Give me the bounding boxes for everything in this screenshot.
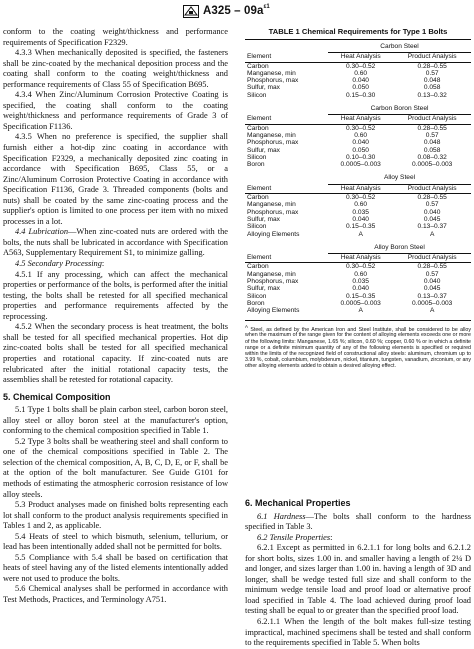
table-row xyxy=(245,77,471,84)
table-row xyxy=(245,231,471,241)
table-row xyxy=(245,201,471,208)
table-cell-element: Silicon xyxy=(247,91,267,99)
table-row xyxy=(245,70,471,77)
table-cell-element: Silicon xyxy=(247,292,267,300)
table-cell-product: A xyxy=(429,307,435,315)
paragraph-4-5-2: 4.5.2 When the secondary process is heat treatment, the bolts shall be tested for all specified mechanical properties. Hot dip zinc-coated bolts shall be tested for all specified mechanical properties and rotational capacity. If zinc-coated nuts are relubricated after the initial rotational capacity tests, the assemblies shall be retested for rotational capacity. xyxy=(3,322,228,385)
table-cell-heat: 0.30–0.52 xyxy=(346,124,376,132)
table-cell-heat: 0.040 xyxy=(352,215,369,223)
table-header-heat-analysis: Heat Analysis xyxy=(328,184,393,193)
table-cell-product: 0.57 xyxy=(425,201,439,209)
table-header-element: Element xyxy=(245,254,328,263)
table-cell-element: Phosphorus, max xyxy=(247,139,299,147)
table-row xyxy=(245,139,471,146)
table-cell-product: 0.13–0.37 xyxy=(417,223,447,231)
table-group-header xyxy=(245,171,471,184)
table-row xyxy=(245,124,471,132)
table-cell-product: 0.048 xyxy=(423,139,441,147)
table-row xyxy=(245,194,471,202)
table-row xyxy=(245,285,471,292)
table-row xyxy=(245,278,471,285)
paragraph-4-3-2-cont: conform to the coating weight/thickness and performance requirements of Specification F2329. xyxy=(3,27,228,47)
table-cell-product: 0.058 xyxy=(423,84,441,92)
table-row xyxy=(245,92,471,102)
table-cell-product: 0.040 xyxy=(423,208,441,216)
table-cell-heat: 0.035 xyxy=(352,208,369,216)
table-cell-heat: 0.040 xyxy=(352,77,369,85)
table-column-header xyxy=(245,254,471,263)
table-cell-heat: 0.050 xyxy=(352,146,369,154)
table-cell-product: 0.57 xyxy=(425,131,439,139)
table-cell-heat: 0.040 xyxy=(352,285,369,293)
table-row xyxy=(245,263,471,271)
table-row xyxy=(245,293,471,300)
paragraph-4-5: 4.5 Secondary Processing: xyxy=(15,259,105,269)
table-cell-element: Alloying Elements xyxy=(247,230,300,238)
table-cell-element: Carbon xyxy=(247,263,269,271)
table-header-product-analysis: Product Analysis xyxy=(393,115,471,124)
paragraph-4-4: 4.4 Lubrication—When zinc-coated nuts are ordered with the bolts, the nuts shall be lubricated in accordance with Specification A563, Supplementary Requirement S1, to minimize galling. xyxy=(3,227,228,258)
table-header-element: Element xyxy=(245,184,328,193)
table-cell-element: Carbon xyxy=(247,194,269,202)
table-cell xyxy=(245,241,328,254)
table-header-heat-analysis: Heat Analysis xyxy=(328,53,393,62)
table-row xyxy=(245,161,471,171)
table-cell-product: 0.57 xyxy=(425,270,439,278)
paragraph-5-2: 5.2 Type 3 bolts shall be weathering steel and shall conform to one of the chemical compositions specified in Table 2. The selection of the chemical composition, A, B, C, D, E, or F, shall be at the option of the bolt manufacturer. See Guide G101 for methods of estimating the atmospheric corrosion resistance of low alloy steels. xyxy=(3,436,228,499)
table-cell-product: 0.28–0.55 xyxy=(417,62,447,70)
table-row xyxy=(245,209,471,216)
table-row xyxy=(245,223,471,230)
table-cell-heat: 0.30–0.52 xyxy=(346,263,376,271)
paragraph-5-3: 5.3 Product analyses made on finished bolts representing each lot shall conform to the product analysis requirements specified in Tables 1 and 2, as applicable. xyxy=(3,500,228,531)
table-cell-element: Phosphorus, max xyxy=(247,208,299,216)
table-cell-heat: 0.60 xyxy=(354,69,368,77)
table-row xyxy=(245,307,471,317)
section-6-heading: 6. Mechanical Properties xyxy=(245,498,351,508)
table-cell-product: 0.045 xyxy=(423,285,441,293)
table-cell-heat: 0.60 xyxy=(354,201,368,209)
table-cell-element: Manganese, min xyxy=(247,270,296,278)
table-header-heat-analysis: Heat Analysis xyxy=(328,115,393,124)
table-header-heat-analysis: Heat Analysis xyxy=(328,254,393,263)
table-cell-product: 0.0005–0.003 xyxy=(411,161,453,169)
table-cell-product: 0.13–0.37 xyxy=(417,292,447,300)
table-cell-element: Carbon xyxy=(247,62,269,70)
table-cell-element: Sulfur, max xyxy=(247,84,280,92)
table-cell-product: 0.28–0.55 xyxy=(417,124,447,132)
section-5-heading: 5. Chemical Composition xyxy=(3,391,111,402)
table-cell-product: 0.13–0.32 xyxy=(417,91,447,99)
table-group-header xyxy=(245,241,471,254)
table-column-header xyxy=(245,53,471,62)
table-footnote: $^A$ Steel, as defined by the American Iron and Steel Institute, shall be considered to be alloy when the maximum of the range given for the content of alloying elements exceeds one or more of the following limits: Manganese, 1.65 %; silicon, 0.60 %; copper, 0.60 % or in which a definite range or a definite minimum quantity of any of the following elements is specified or required within the limits of the recognized field of constructional alloy steels: aluminum, chromium up to 3.99 %, cobalt, columbium, molybdenum, nickel, titanium, tungsten, vanadium, zirconium, or any other alloying elements added to obtain a desired alloying effect. xyxy=(245,320,471,370)
table-header-element: Element xyxy=(245,115,328,124)
table-cell-element: Silicon xyxy=(247,153,267,161)
table-cell-product: A xyxy=(429,230,435,238)
paragraph-4-3-3: 4.3.3 When mechanically deposited is specified, the fasteners shall be zinc-coated by the mechanical deposition process and the coating shall conform to the coating weight/thickness and performance requirements of Class 55 of Specification B695. xyxy=(3,48,228,89)
table-row xyxy=(245,132,471,139)
right-column-table xyxy=(245,27,471,370)
table-cell-product: 0.045 xyxy=(423,215,441,223)
table-cell-element: Sulfur, max xyxy=(247,285,280,293)
table-header-product-analysis: Product Analysis xyxy=(393,53,471,62)
table-row xyxy=(245,216,471,223)
right-column-text xyxy=(245,498,471,649)
paragraph-6-2: 6.2 Tensile Properties: xyxy=(257,532,333,542)
table-header-product-analysis: Product Analysis xyxy=(393,184,471,193)
table-cell-element: Phosphorus, max xyxy=(247,278,299,286)
table-row xyxy=(245,271,471,278)
table-cell-element: Boron xyxy=(247,299,265,307)
page-header xyxy=(0,4,474,20)
table-row xyxy=(245,147,471,154)
table-cell-heat: A xyxy=(358,230,363,238)
paragraph-6-2-1-1: 6.2.1.1 When the length of the bolt makes full-size testing impractical, machined specimens shall be tested and shall conform to the requirements specified in Table 5. When bolts xyxy=(245,617,471,648)
table-cell xyxy=(245,171,328,184)
table-cell-product: 0.28–0.55 xyxy=(417,263,447,271)
table-cell-element: Sulfur, max xyxy=(247,215,280,223)
table-cell-heat: 0.30–0.52 xyxy=(346,62,376,70)
table-cell-heat: 0.15–0.35 xyxy=(346,223,376,231)
table-cell-heat: 0.10–0.30 xyxy=(346,153,376,161)
paragraph-6-2-1: 6.2.1 Except as permitted in 6.2.1.1 for long bolts and 6.2.1.2 for short bolts, sizes 1.00 in. and smaller having a length of 2¼ D and longer, and sizes larger than 1.00 in. having a length of 3D and longer, shall be wedge tested full size and shall conform to the minimum wedge tensile load and proof load or alternative proof load specified in Table 4. The load achieved during proof load testing shall be equal to or greater than the specified proof load. xyxy=(245,543,471,616)
paragraph-4-5-1: 4.5.1 If any processing, which can affect the mechanical properties or performance of the bolts, is performed after the initial testing, the bolts shall be retested for all specified mechanical properties and performance requirements affected by the reprocessing. xyxy=(3,269,228,321)
table-cell-heat: 0.15–0.35 xyxy=(346,292,376,300)
table-cell-heat: 0.040 xyxy=(352,139,369,147)
table-cell-element: Carbon xyxy=(247,124,269,132)
table-row xyxy=(245,300,471,307)
table-cell-product: 0.57 xyxy=(425,69,439,77)
table-cell xyxy=(245,40,328,53)
table-cell-element: Boron xyxy=(247,161,265,169)
table-cell-element: Silicon xyxy=(247,223,267,231)
table-cell-heat: 0.60 xyxy=(354,270,368,278)
table-cell-heat: 0.050 xyxy=(352,84,369,92)
table-column-header xyxy=(245,115,471,124)
table-cell-product: 0.08–0.32 xyxy=(417,153,447,161)
table-header-product-analysis: Product Analysis xyxy=(393,254,471,263)
table-group-name: Alloy Steel xyxy=(328,171,471,184)
table-cell-heat: 0.035 xyxy=(352,278,369,286)
document-id: $A325 - 09a^{\varepsilon 1}$ xyxy=(203,4,270,17)
table-cell-product: 0.28–0.55 xyxy=(417,194,447,202)
table-cell-element: Manganese, min xyxy=(247,201,296,209)
table-cell xyxy=(245,102,328,115)
table-group-name: Carbon Boron Steel xyxy=(328,102,471,115)
table-header-element: Element xyxy=(245,53,328,62)
table-row xyxy=(245,62,471,70)
table-cell-element: Manganese, min xyxy=(247,131,296,139)
table-group-header xyxy=(245,40,471,53)
left-column xyxy=(3,27,228,606)
chemical-requirements-table xyxy=(245,39,471,318)
paragraph-5-4: 5.4 Heats of steel to which bismuth, selenium, tellurium, or lead has been intentionally added shall not be permitted for bolts. xyxy=(3,531,228,552)
paragraph-4-3-5: 4.3.5 When no preference is specified, the supplier shall furnish either a hot-dip zinc coating in accordance with Specification F2329, a mechanically deposited zinc coating in accordance with Specification B695, Class 55, or a Zinc/Aluminum Corrosion Protective Coating in accordance with Specification F1136, Grade 3. Threaded components (bolts and nuts) shall be coated by the same zinc-coating process and the supplier's option is limited to one process per item with no mixed processes in a lot. xyxy=(3,132,228,226)
table-row xyxy=(245,154,471,161)
table-cell-heat: 0.0005–0.003 xyxy=(340,299,381,307)
table-row xyxy=(245,84,471,91)
paragraph-4-3-4: 4.3.4 When Zinc/Aluminum Corrosion Protective Coating is specified, the coating shall conform to the coating weight/thickness and performance requirements of Grade 3 of Specification F1136. xyxy=(3,90,228,131)
table-title: TABLE 1 Chemical Requirements for Type 1 Bolts xyxy=(268,27,448,36)
table-group-header xyxy=(245,102,471,115)
paragraph-5-6: 5.6 Chemical analyses shall be performed in accordance with Test Methods, Practices, and Terminology A751. xyxy=(3,584,228,604)
paragraph-6-1: 6.1 Hardness—The bolts shall conform to the hardness specified in Table 3. xyxy=(245,511,471,532)
table-cell-element: Manganese, min xyxy=(247,69,296,77)
table-cell-product: 0.048 xyxy=(423,77,441,85)
table-cell-heat: 0.0005–0.003 xyxy=(340,161,381,169)
table-cell-heat: 0.60 xyxy=(354,131,368,139)
table-column-header xyxy=(245,184,471,193)
table-cell-element: Alloying Elements xyxy=(247,307,300,315)
table-group-name: Alloy Boron Steel xyxy=(328,241,471,254)
paragraph-5-1: 5.1 Type 1 bolts shall be plain carbon steel, carbon boron steel, alloy steel or alloy boron steel at the manufacturer's option, conforming to the chemical composition specified in Table 1. xyxy=(3,405,228,436)
table-cell-heat: 0.30–0.52 xyxy=(346,194,376,202)
table-cell-product: 0.0005–0.003 xyxy=(411,299,453,307)
table-cell-element: Sulfur, max xyxy=(247,146,280,154)
table-cell-product: 0.040 xyxy=(423,278,441,286)
paragraph-5-5: 5.5 Compliance with 5.4 shall be based on certification that heats of steel having any of the listed elements intentionally added were not used to produce the bolts. xyxy=(3,552,228,583)
table-cell-element: Phosphorus, max xyxy=(247,77,299,85)
table-cell-heat: 0.15–0.30 xyxy=(346,91,376,99)
astm-logo-icon xyxy=(183,5,199,18)
table-group-name: Carbon Steel xyxy=(328,40,471,53)
table-cell-heat: A xyxy=(358,307,363,315)
table-cell-product: 0.058 xyxy=(423,146,441,154)
